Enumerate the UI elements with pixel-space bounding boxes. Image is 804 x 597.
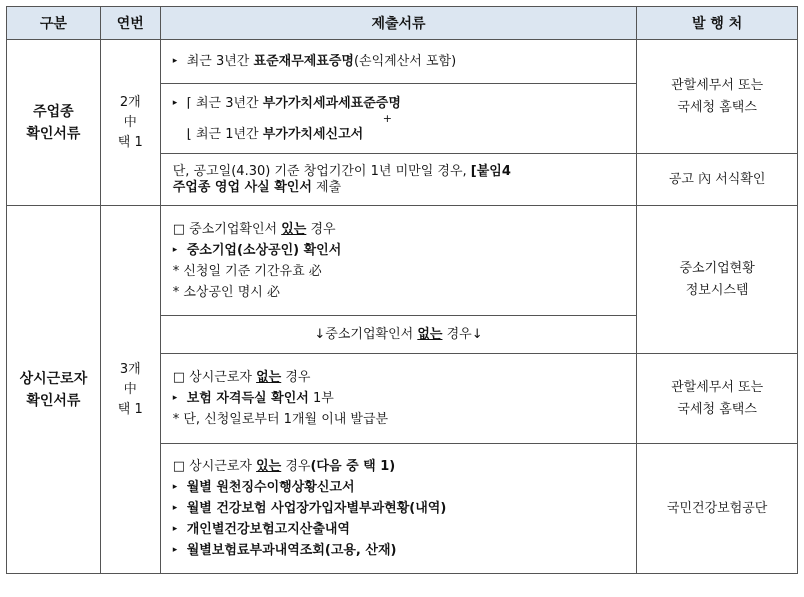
issuer-tax-office-2: 관할세무서 또는 국세청 홈택스 — [637, 354, 798, 444]
doc-financial-statement: ▸ 최근 3년간 표준재무제표증명(손익계산서 포함) — [160, 40, 637, 84]
bullet-icon: ▸ — [172, 56, 178, 66]
list-item: ▸ 월별보험료부과내역조회(고용, 산재) — [173, 540, 625, 561]
issuer-sme-system: 중소기업현황 정보시스템 — [637, 206, 798, 354]
header-documents: 제출서류 — [160, 7, 637, 40]
doc-business-confirmation: 단, 공고일(4.30) 기준 창업기간이 1년 미만일 경우, [붙임4 주업종 영업 사실 확인서 제출 — [160, 154, 637, 206]
table-row — [7, 206, 798, 316]
checkbox-icon: □ — [172, 459, 186, 474]
list-item: ▸ 개인별건강보험고지산출내역 — [173, 519, 625, 540]
header-issuer: 발 행 처 — [637, 7, 798, 40]
count-main-business: 2개 中 택 1 — [100, 40, 160, 206]
list-item: ▸ 월별 건강보험 사업장가입자별부과현황(내역) — [173, 498, 625, 519]
bullet-icon: ▸ — [172, 97, 178, 108]
header-number: 연번 — [100, 7, 160, 40]
category-main-business: 주업종 확인서류 — [7, 40, 101, 206]
checkbox-icon: □ — [172, 221, 186, 237]
bullet-icon: ▸ — [172, 482, 178, 492]
doc-vat-documents: ▸ ⌈ 최근 3년간 부가가치세과세표준증명 + ⌊ 최근 1년간 부가가치세신고서 — [160, 84, 637, 154]
header-row — [7, 7, 798, 40]
bullet-icon: ▸ — [172, 393, 178, 403]
issuer-health-insurance: 국민건강보험공단 — [637, 444, 798, 574]
count-employees: 3개 中 택 1 — [100, 206, 160, 574]
bullet-icon: ▸ — [172, 503, 178, 513]
bullet-icon: ▸ — [172, 545, 178, 555]
checkbox-icon: □ — [172, 370, 186, 385]
header-category: 구분 — [7, 7, 101, 40]
issuer-tax-office: 관할세무서 또는 국세청 홈택스 — [637, 40, 798, 154]
doc-sme-certificate: □ 중소기업확인서 있는 경우 ▸ 중소기업(소상공인) 확인서 * 신청일 기준 기간유효 必 * 소상공인 명시 必 — [160, 206, 637, 316]
doc-no-sme-certificate: ↓중소기업확인서 없는 경우↓ — [160, 316, 637, 354]
category-employees: 상시근로자 확인서류 — [7, 206, 101, 574]
doc-with-employees: □ 상시근로자 있는 경우(다음 중 택 1) ▸ 월별 원천징수이행상황신고서 ▸ 월별 건강보험 사업장가입자별부과현황(내역) ▸ 개인별건강보험고지산출내역 ▸ 월별보험료부과내역조회(고용, 산재) — [160, 444, 637, 574]
document-table — [6, 6, 798, 574]
bullet-icon: ▸ — [172, 524, 178, 534]
list-item: ▸ 월별 원천징수이행상황신고서 — [173, 477, 625, 498]
issuer-notice-form: 공고 內 서식확인 — [637, 154, 798, 206]
doc-no-employees: □ 상시근로자 없는 경우 ▸ 보험 자격득실 확인서 1부 * 단, 신청일로부터 1개월 이내 발급분 — [160, 354, 637, 444]
bullet-icon: ▸ — [172, 244, 178, 255]
table-row — [7, 40, 798, 84]
